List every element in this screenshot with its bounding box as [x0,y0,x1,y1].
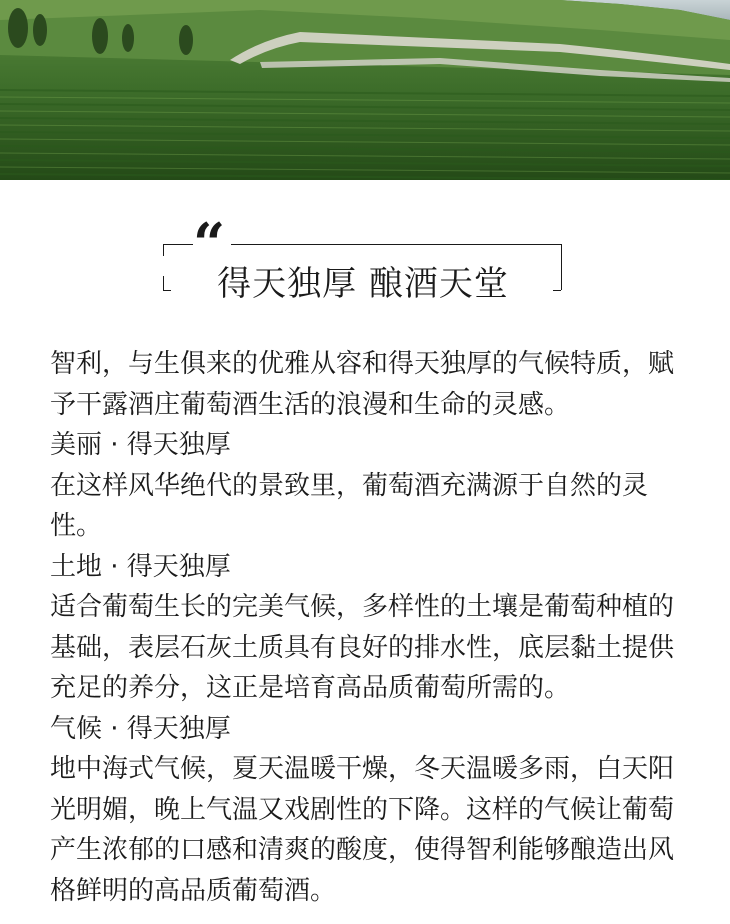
section-heading-block [163,211,563,304]
section-heading-beauty: 美丽 · 得天独厚 [50,430,231,460]
quote-icon: “ [193,211,226,277]
intro-paragraph: 智利，与生俱来的优雅从容和得天独厚的气候特质，赋予干露酒庄葡萄酒生活的浪漫和生命的灵感。 [50,349,675,420]
vineyard-landscape-illustration [0,0,730,180]
article-body [50,344,690,911]
vineyard-hero-image [0,0,730,180]
section-text-beauty: 在这样风华绝代的景致里，葡萄酒充满源于自然的灵性。 [50,470,649,541]
frame-left-line [163,244,164,256]
section-text-land: 适合葡萄生长的完美气候，多样性的土壤是葡萄种植的基础，表层石灰土质具有良好的排水性，底层黏土提供充足的养分，这正是培育高品质葡萄所需的。 [50,592,675,703]
section-heading-land: 土地 · 得天独厚 [50,551,231,582]
frame-top-line-left [163,244,193,245]
page-title: 得天独厚 酿酒天堂 [217,264,509,304]
frame-top-line-right [231,244,561,245]
section-heading-climate: 气候 · 得天独厚 [50,713,231,744]
section-text-climate: 地中海式气候，夏天温暖干燥，冬天温暖多雨，白天阳光明媚，晚上气温又戏剧性的下降。这样的气候让葡萄产生浓郁的口感和清爽的酸度，使得智利能够酿造出风格鲜明的高品质葡萄酒。 [50,754,675,906]
